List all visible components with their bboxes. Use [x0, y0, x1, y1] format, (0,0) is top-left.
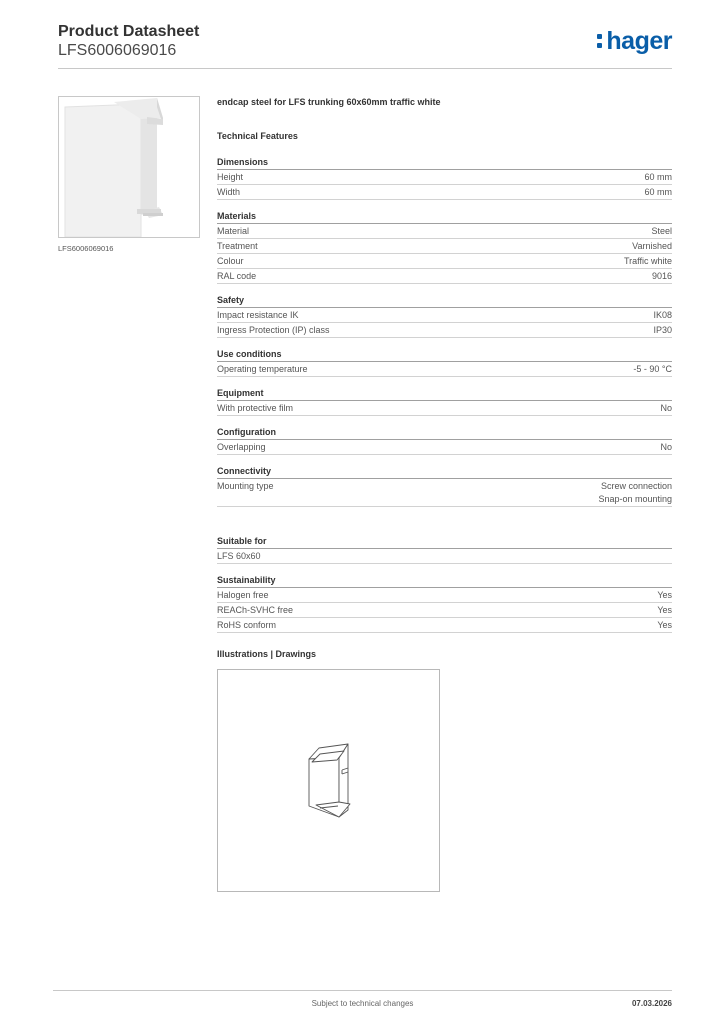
spec-value: Yes — [657, 590, 672, 600]
spec-value — [598, 480, 672, 506]
section-spacer — [217, 518, 672, 536]
group-connectivity — [217, 466, 672, 507]
spec-label: Mounting type — [217, 481, 274, 491]
group-title: Configuration — [217, 427, 672, 440]
technical-drawing — [217, 669, 440, 892]
spec-value: 9016 — [651, 271, 672, 281]
group-materials — [217, 211, 672, 284]
spec-value: Yes — [657, 620, 672, 630]
spec-value: No — [660, 403, 672, 413]
group-title: Safety — [217, 295, 672, 308]
spec-value: Yes — [657, 605, 672, 615]
spec-row — [217, 603, 672, 618]
group-equipment — [217, 388, 672, 416]
group-title: Suitable for — [217, 536, 672, 549]
spec-label: Impact resistance IK — [217, 310, 299, 320]
group-dimensions — [217, 157, 672, 200]
spec-label: Overlapping — [217, 442, 266, 452]
spec-label: Operating temperature — [217, 364, 308, 374]
hager-logo — [597, 26, 672, 56]
spec-row — [217, 269, 672, 284]
footer — [53, 990, 672, 1017]
group-use-conditions — [217, 349, 672, 377]
spec-value: IK08 — [653, 310, 672, 320]
spec-label: Treatment — [217, 241, 258, 251]
image-caption: LFS6006069016 — [58, 244, 114, 253]
spec-label: RoHS conform — [217, 620, 277, 630]
group-configuration — [217, 427, 672, 455]
spec-label: Ingress Protection (IP) class — [217, 325, 330, 335]
spec-label: Material — [217, 226, 250, 236]
logo-colon-icon — [597, 32, 604, 50]
logo-text: hager — [606, 27, 672, 55]
group-title: Equipment — [217, 388, 672, 401]
group-title: Sustainability — [217, 575, 672, 588]
spec-label: Colour — [217, 256, 244, 266]
spec-label: Width — [217, 187, 241, 197]
endcap-photo-icon — [59, 97, 199, 237]
spec-row — [217, 479, 672, 507]
group-title: Dimensions — [217, 157, 672, 170]
spec-row — [217, 618, 672, 633]
group-title: Connectivity — [217, 466, 672, 479]
spec-label: LFS 60x60 — [217, 551, 261, 561]
spec-row — [217, 440, 672, 455]
spec-row — [217, 170, 672, 185]
page-title: Product Datasheet — [58, 23, 200, 40]
product-description: endcap steel for LFS trunking 60x60mm traffic white — [217, 97, 441, 107]
spec-label: Height — [217, 172, 244, 182]
spec-label: Halogen free — [217, 590, 269, 600]
spec-row — [217, 185, 672, 200]
spec-row — [217, 549, 672, 564]
spec-row — [217, 308, 672, 323]
spec-label: REACh-SVHC free — [217, 605, 294, 615]
spec-row — [217, 588, 672, 603]
group-title: Use conditions — [217, 349, 672, 362]
spec-value: -5 - 90 °C — [633, 364, 672, 374]
spec-row — [217, 323, 672, 338]
footer-date: 07.03.2026 — [631, 999, 672, 1008]
spec-row — [217, 239, 672, 254]
spec-label: RAL code — [217, 271, 257, 281]
product-image — [58, 96, 200, 238]
group-title: Materials — [217, 211, 672, 224]
group-sustainability — [217, 575, 672, 633]
spec-row — [217, 362, 672, 377]
product-code: LFS6006069016 — [58, 42, 177, 59]
spec-value: 60 mm — [644, 172, 672, 182]
spec-value-line: Snap-on mounting — [598, 494, 672, 504]
illustrations-heading: Illustrations | Drawings — [217, 649, 317, 659]
spec-label: With protective film — [217, 403, 294, 413]
spec-value: IP30 — [653, 325, 672, 335]
spec-value: No — [660, 442, 672, 452]
group-safety — [217, 295, 672, 338]
footer-note: Subject to technical changes — [311, 999, 414, 1008]
content — [217, 96, 672, 892]
endcap-drawing-icon — [306, 742, 354, 822]
spec-value-line: Screw connection — [600, 481, 672, 491]
technical-features-heading: Technical Features — [217, 131, 298, 141]
spec-value: Steel — [651, 226, 672, 236]
header — [58, 22, 672, 69]
spec-row — [217, 401, 672, 416]
spec-row — [217, 224, 672, 239]
spec-value: 60 mm — [644, 187, 672, 197]
group-suitable-for — [217, 536, 672, 564]
spec-row — [217, 254, 672, 269]
spec-value: Traffic white — [623, 256, 672, 266]
spec-value: Varnished — [632, 241, 672, 251]
